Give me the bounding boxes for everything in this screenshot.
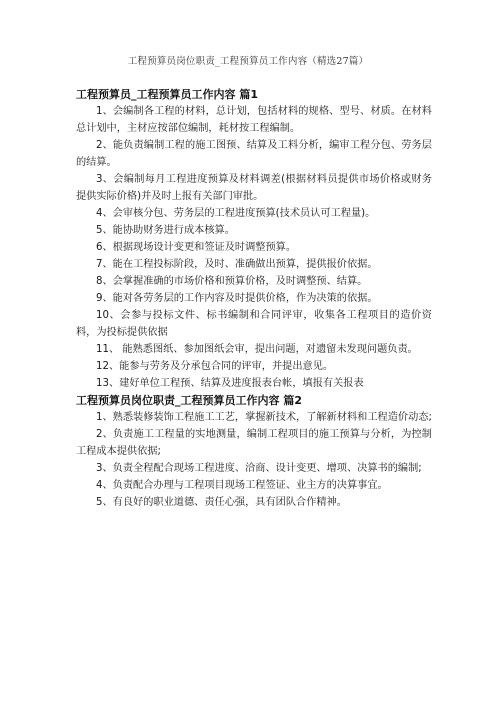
paragraph: 5、有良好的职业道德、责任心强，具有团队合作精神。 (96, 497, 347, 508)
paragraph: 3、会编制每月工程进度预算及材料调差(根据材料员提供市场价格或财务提供实际价格)并及时上报有关部门审批。 (76, 174, 432, 202)
document-body (76, 86, 432, 511)
paragraph: 2、能负责编制工程的施工图预、结算及工料分析，编审工程分包、劳务层的结算。 (76, 140, 432, 168)
paragraph: 12、能参与劳务及分承包合同的评审，并提出意见。 (96, 361, 334, 372)
section-title: 工程预算员_工程预算员工作内容 篇1 (76, 88, 258, 101)
paragraph: 1、会编制各工程的材料，总计划，包括材料的规格、型号、材质。在材料总计划中，主材应按部位编制，耗材按工程编制。 (76, 106, 432, 134)
paragraph: 8、会掌握准确的市场价格和预算价格，及时调整预、结算。 (96, 276, 368, 287)
paragraph: 7、能在工程投标阶段，及时、准确做出预算，提供报价依据。 (96, 259, 378, 270)
paragraph: 10、会参与投标文件、标书编制和合同评审，收集各工程项目的造价资料，为投标提供依据 (76, 310, 432, 338)
paragraph: 6、根据现场设计变更和签证及时调整预算。 (96, 242, 297, 253)
paragraph: 13、建好单位工程预、结算及进度报表台帐，填报有关报表 (96, 378, 364, 389)
document-header: 工程预算员岗位职责_工程预算员工作内容（精选27篇） (127, 56, 369, 67)
paragraph: 9、能对各劳务层的工作内容及时提供价格，作为决策的依据。 (96, 293, 378, 304)
section-2 (76, 392, 432, 511)
paragraph: 3、负责全程配合现场工程进度、洽商、设计变更、增项、决算书的编制; (96, 463, 422, 474)
paragraph: 1、熟悉装修装饰工程施工工艺，掌握新技术，了解新材料和工程造价动态; (96, 412, 432, 423)
paragraph: 11、 能熟悉图纸、参加图纸会审，提出问题，对遗留未发现问题负责。 (96, 344, 418, 355)
paragraph: 5、能协助财务进行成本核算。 (96, 225, 235, 236)
paragraph: 2、负责施工工程量的实地测量，编制工程项目的施工预算与分析，为控制工程成本提供依据; (76, 429, 432, 457)
paragraph: 4、会审核分包、劳务层的工程进度预算(技术员认可工程量)。 (96, 208, 376, 219)
paragraph: 4、负责配合办理与工程项目现场工程签证、业主方的决算事宜。 (96, 480, 388, 491)
section-1 (76, 86, 432, 392)
section-title: 工程预算员岗位职责_工程预算员工作内容 篇2 (76, 394, 302, 407)
